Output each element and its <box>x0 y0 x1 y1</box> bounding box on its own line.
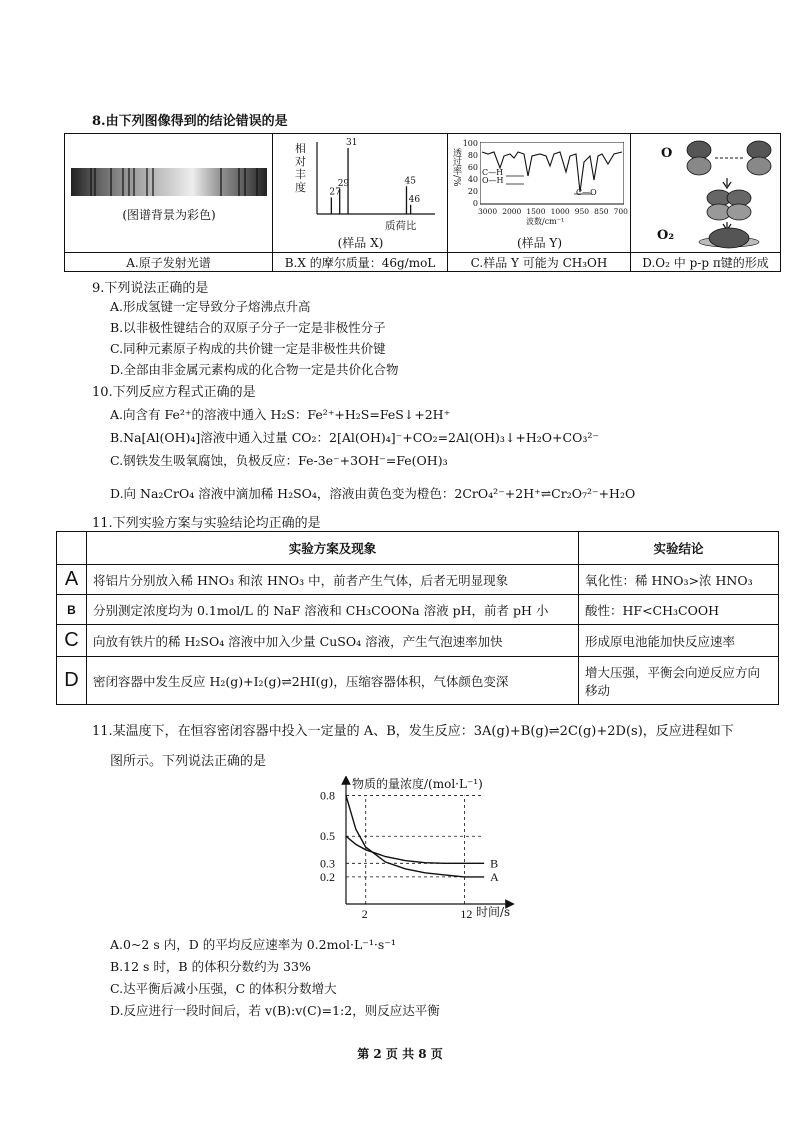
q10-option-b: B.Na[Al(OH)₄]溶液中通入过量 CO₂：2[Al(OH)₄]⁻+CO₂=2Al(OH)₃↓+H₂O+CO₃²⁻ <box>110 430 599 445</box>
row-scheme: 向放有铁片的稀 H₂SO₄ 溶液中加入少量 CuSO₄ 溶液，产生气泡速率加快 <box>87 625 579 657</box>
ir-x-tick: 700 <box>613 207 628 216</box>
q8-cell-orbital <box>631 134 781 253</box>
table-header-blank <box>57 532 87 565</box>
ir-x-tick: 1000 <box>550 207 570 216</box>
y-tick-label: 0.8 <box>320 788 335 803</box>
q8-caption-c: C.样品 Y 可能为 CH₃OH <box>448 253 631 272</box>
ir-peak-label: O—H <box>482 176 504 185</box>
q10-option-d: D.向 Na₂CrO₄ 溶液中滴加稀 H₂SO₄，溶液由黄色变为橙色：2CrO₄²⁻+2H⁺⇌Cr₂O₇²⁻+H₂O <box>110 486 636 501</box>
q8-cell-spectrum <box>65 134 273 253</box>
table-header-scheme: 实验方案及现象 <box>87 532 579 565</box>
orbital-o-label: O <box>661 146 673 161</box>
ir-peak-label: C—H <box>482 168 504 177</box>
x-tick-label: 12 <box>460 907 473 921</box>
ir-y-tick: 80 <box>467 151 478 160</box>
q9-option-d: D.全部由非金属元素构成的化合物一定是共价化合物 <box>110 362 399 377</box>
ms-y-label: 相 对 丰 度 <box>295 142 306 194</box>
row-scheme: 分别测定浓度均为 0.1mol/L 的 NaF 溶液和 CH₃COONa 溶液 pH，前者 pH 小 <box>87 595 579 625</box>
q10-option-c: C.钢铁发生吸氧腐蚀，负极反应：Fe-3e⁻+3OH⁻=Fe(OH)₃ <box>110 453 448 468</box>
row-scheme: 将铝片分别放入稀 HNO₃ 和浓 HNO₃ 中，前者产生气体，后者无明显现象 <box>87 565 579 595</box>
row-label: C <box>57 625 87 657</box>
table-row <box>57 565 779 595</box>
row-label: D <box>57 657 87 705</box>
ms-peak-label: 27 <box>329 187 341 198</box>
q8-table <box>64 133 781 272</box>
q10-option-a: A.向含有 Fe²⁺的溶液中通入 H₂S：Fe²⁺+H₂S=FeS↓+2H⁺ <box>110 407 451 422</box>
ms-x-label: 质荷比 <box>385 220 417 232</box>
ms-peak-label: 31 <box>346 138 358 148</box>
q11b-option-b: B.12 s 时，B 的体积分数约为 33% <box>110 959 311 974</box>
table-row <box>57 595 779 625</box>
row-scheme: 密闭容器中发生反应 H₂(g)+I₂(g)⇌2HI(g)，压缩容器体积，气体颜色变深 <box>87 657 579 705</box>
q9-stem: 9.下列说法正确的是 <box>92 281 209 296</box>
q11-experiment-table <box>56 531 779 705</box>
ir-x-tick: 1500 <box>526 207 546 216</box>
y-tick-label: 0.2 <box>320 869 335 884</box>
q11b-option-d: D.反应进行一段时间后，若 v(B):v(C)=1:2，则反应达平衡 <box>110 1003 440 1018</box>
q11a-stem: 11.下列实验方案与实验结论均正确的是 <box>92 516 321 531</box>
q8-stem: 8.由下列图像得到的结论错误的是 <box>92 114 288 129</box>
row-conclusion: 形成原电池能加快反应速率 <box>579 625 779 657</box>
table-header-conclusion: 实验结论 <box>579 532 779 565</box>
ir-x-label: 波数/cm⁻¹ <box>526 217 565 226</box>
ir-x-tick: 3000 <box>478 207 498 216</box>
ir-peak-labels <box>482 169 504 185</box>
ir-y-tick: 0 <box>472 199 478 208</box>
ir-y-tick: 20 <box>467 187 478 196</box>
q11b-stem-line1: 11.某温度下，在恒容密闭容器中投入一定量的 A、B，发生反应：3A(g)+B(g)⇌2C(g)+2D(s)，反应进程如下 <box>92 724 734 739</box>
page-footer: 第 2 页 共 8 页 <box>357 1047 443 1061</box>
series-line-B <box>346 836 484 863</box>
ir-y-tick: 100 <box>462 139 478 148</box>
ms-sample-label: (样品 X) <box>337 236 384 250</box>
q8-caption-a: A.原子发射光谱 <box>65 253 273 272</box>
q8-cell-ms <box>273 134 448 253</box>
row-conclusion: 氧化性：稀 HNO₃>浓 HNO₃ <box>579 565 779 595</box>
row-conclusion: 增大压强，平衡会向逆反应方向移动 <box>579 657 779 705</box>
table-row <box>57 625 779 657</box>
q11b-option-a: A.0~2 s 内，D 的平均反应速率为 0.2mol·L⁻¹·s⁻¹ <box>110 937 396 952</box>
ir-y-label: 透过率/% <box>451 148 461 187</box>
chart-x-label: 时间/s <box>476 905 511 919</box>
y-tick-label: 0.5 <box>320 829 335 844</box>
ir-x-ticks <box>478 207 628 216</box>
q10-stem: 10.下列反应方程式正确的是 <box>92 385 256 400</box>
q9-option-a: A.形成氢键一定导致分子熔沸点升高 <box>110 299 311 314</box>
row-label: A <box>57 565 87 595</box>
q8-cell-ir <box>448 134 631 253</box>
ir-y-tick: 40 <box>467 175 478 184</box>
ir-y-ticks <box>462 138 478 210</box>
row-label: B <box>57 595 87 625</box>
q9-option-b: B.以非极性键结合的双原子分子一定是非极性分子 <box>110 320 386 335</box>
ir-x-tick: 2000 <box>502 207 522 216</box>
q8-caption-b: B.X 的摩尔质量：46g/moL <box>273 253 448 272</box>
q8-caption-d: D.O₂ 中 p-p π键的形成 <box>631 253 781 272</box>
series-label: B <box>490 856 499 871</box>
row-conclusion: 酸性：HF<CH₃COOH <box>579 595 779 625</box>
spectrum-note: (图谱背景为彩色) <box>122 208 216 222</box>
orbital-o2-label: O₂ <box>657 228 675 243</box>
q11b-option-c: C.达平衡后减小压强，C 的体积分数增大 <box>110 981 337 996</box>
ms-peak-label: 29 <box>337 178 350 189</box>
p-orbital-overlap-diagram <box>683 138 777 250</box>
y-tick-label: 0.3 <box>320 856 335 871</box>
mass-spectrum-plot <box>309 138 439 220</box>
x-tick-label: 2 <box>361 907 368 921</box>
q9-option-c: C.同种元素原子构成的共价键一定是非极性共价键 <box>110 341 386 356</box>
q11b-stem-line2: 图所示。下列说法正确的是 <box>110 754 267 769</box>
ms-peak-label: 45 <box>404 176 416 187</box>
emission-spectrum <box>71 168 267 196</box>
series-label: A <box>490 869 499 884</box>
chart-y-label: 物质的量浓度/(mol·L⁻¹) <box>352 777 483 791</box>
ir-x-tick: 950 <box>574 207 590 216</box>
ms-peak-label: 46 <box>408 194 421 205</box>
ir-x-tick: 850 <box>594 207 609 216</box>
ir-y-tick: 60 <box>467 163 478 172</box>
ir-peak-label: C—O <box>576 188 597 197</box>
table-row <box>57 657 779 705</box>
ir-sample-label: (样品 Y) <box>516 236 563 250</box>
